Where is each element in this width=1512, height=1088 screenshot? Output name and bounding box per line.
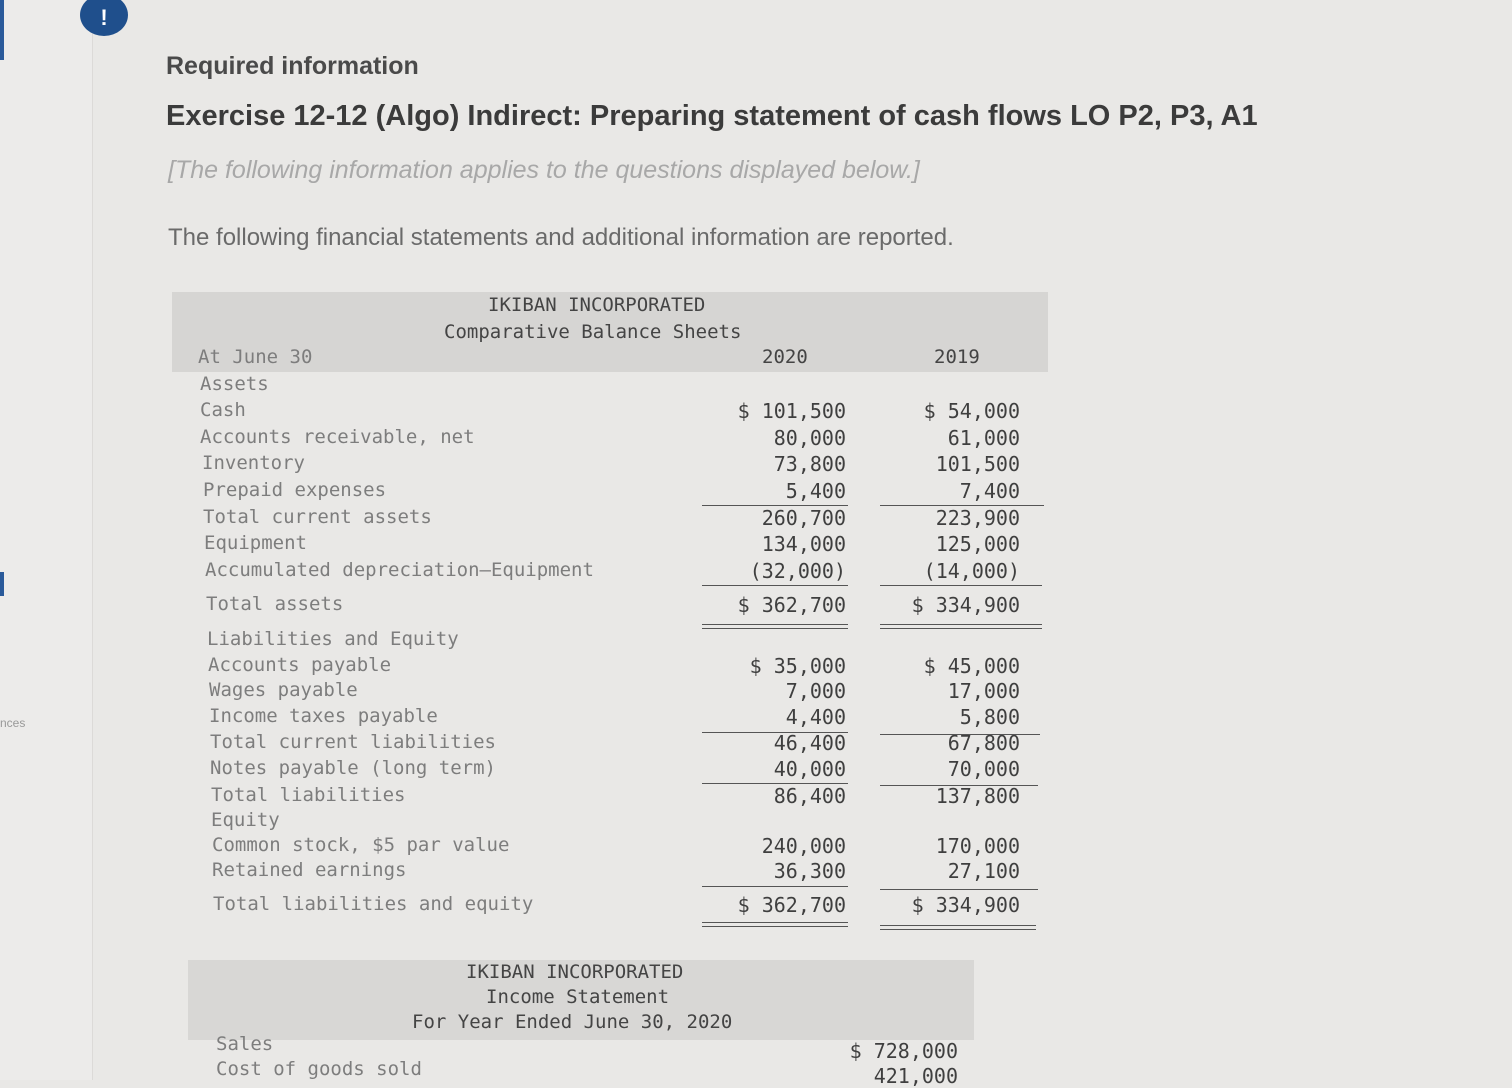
balance-sheet-value-2019: 61,000 — [947, 426, 1020, 450]
balance-sheet-row-label: Total current liabilities — [210, 731, 496, 753]
balance-sheet-value-2020: 86,400 — [773, 784, 846, 808]
applies-note: [The following information applies to the questions displayed below.] — [168, 156, 920, 184]
balance-sheet-value-2020: 40,000 — [773, 757, 846, 781]
balance-sheet-row-label: Accounts payable — [208, 654, 392, 676]
balance-sheet-value-2019: 170,000 — [935, 834, 1020, 858]
rule — [880, 889, 1038, 890]
balance-sheet-row-label: Notes payable (long term) — [210, 757, 496, 779]
balance-sheet-row-label: Retained earnings — [212, 859, 407, 881]
balance-sheet-value-2019: 7,400 — [959, 479, 1020, 503]
column-2019: 2019 — [934, 346, 980, 368]
balance-sheet-row-label: Total liabilities — [211, 784, 406, 806]
balance-sheet-row-label: Total liabilities and equity — [213, 893, 534, 915]
balance-sheet-row-label: Accounts receivable, net — [200, 426, 475, 448]
income-statement-title: Income Statement — [486, 986, 670, 1008]
balance-sheet-value-2020: $ 101,500 — [737, 399, 846, 423]
balance-sheet-value-2020: (32,000) — [749, 559, 846, 583]
balance-sheet-row-label: Cash — [200, 399, 246, 421]
balance-sheet-value-2020: 4,400 — [785, 705, 846, 729]
balance-sheet-date-label: At June 30 — [198, 346, 313, 368]
balance-sheet-value-2019: (14,000) — [923, 559, 1020, 583]
sidebar-label[interactable]: nces — [0, 716, 26, 730]
balance-sheet-row-label: Equipment — [204, 532, 307, 554]
rule — [702, 783, 848, 784]
balance-sheet-row-label: Assets — [200, 373, 269, 395]
balance-sheet-value-2019: 27,100 — [947, 859, 1020, 883]
exercise-title: Exercise 12-12 (Algo) Indirect: Preparing statement of cash flows LO P2, P3, A1 — [166, 100, 1258, 132]
balance-sheet-value-2020: $ 362,700 — [737, 593, 846, 617]
balance-sheet-value-2019: $ 334,900 — [911, 893, 1020, 917]
balance-sheet-value-2020: 46,400 — [773, 731, 846, 755]
balance-sheet-value-2020: 240,000 — [761, 834, 846, 858]
balance-sheet-value-2020: 134,000 — [761, 532, 846, 556]
income-statement-company: IKIBAN INCORPORATED — [466, 961, 684, 983]
balance-sheet-value-2019: 70,000 — [947, 757, 1020, 781]
income-statement-value: 421,000 — [873, 1064, 958, 1088]
double-rule — [702, 624, 848, 629]
balance-sheet-value-2019: 5,800 — [959, 705, 1020, 729]
rule — [702, 505, 848, 506]
balance-sheet-title: Comparative Balance Sheets — [444, 321, 742, 343]
balance-sheet-row-label: Wages payable — [209, 679, 358, 701]
balance-sheet-value-2019: 125,000 — [935, 532, 1020, 556]
balance-sheet-row-label: Total assets — [206, 593, 344, 615]
rule — [880, 505, 1044, 506]
column-2020: 2020 — [762, 346, 808, 368]
rule — [880, 585, 1042, 586]
balance-sheet-value-2020: 7,000 — [785, 679, 846, 703]
balance-sheet-value-2019: 223,900 — [935, 506, 1020, 530]
required-information-heading: Required information — [166, 52, 419, 80]
balance-sheet-value-2020: 73,800 — [773, 452, 846, 476]
balance-sheet-company: IKIBAN INCORPORATED — [488, 294, 706, 316]
balance-sheet-value-2020: 80,000 — [773, 426, 846, 450]
balance-sheet-value-2019: $ 54,000 — [923, 399, 1020, 423]
balance-sheet-value-2020: 5,400 — [785, 479, 846, 503]
balance-sheet-row-label: Prepaid expenses — [203, 479, 387, 501]
double-rule — [880, 925, 1036, 930]
balance-sheet-value-2020: $ 362,700 — [737, 893, 846, 917]
balance-sheet-row-label: Accumulated depreciation–Equipment — [205, 559, 594, 581]
balance-sheet-row-label: Equity — [211, 809, 280, 831]
income-statement-row-label: Sales — [216, 1033, 274, 1055]
balance-sheet-value-2019: 67,800 — [947, 731, 1020, 755]
balance-sheet-value-2019: $ 334,900 — [911, 593, 1020, 617]
income-statement-value: $ 728,000 — [849, 1039, 958, 1063]
alert-icon: ! — [80, 0, 128, 36]
balance-sheet-value-2020: 36,300 — [773, 859, 846, 883]
balance-sheet-value-2020: 260,700 — [761, 506, 846, 530]
sidebar-marker[interactable] — [0, 0, 4, 60]
balance-sheet-value-2020: $ 35,000 — [749, 654, 846, 678]
rule — [880, 785, 1038, 786]
balance-sheet-row-label: Income taxes payable — [209, 705, 438, 727]
income-statement-period: For Year Ended June 30, 2020 — [412, 1011, 733, 1033]
balance-sheet-row-label: Inventory — [202, 452, 305, 474]
intro-text: The following financial statements and additional information are reported. — [168, 224, 954, 251]
balance-sheet-row-label: Common stock, $5 par value — [212, 834, 510, 856]
rule — [880, 734, 1040, 735]
double-rule — [880, 624, 1042, 629]
balance-sheet-value-2019: 137,800 — [935, 784, 1020, 808]
balance-sheet-value-2019: $ 45,000 — [923, 654, 1020, 678]
balance-sheet-row-label: Total current assets — [203, 506, 432, 528]
balance-sheet-row-label: Liabilities and Equity — [207, 628, 459, 650]
sidebar-marker[interactable] — [0, 572, 4, 596]
left-sidebar — [0, 0, 93, 1080]
balance-sheet-value-2019: 17,000 — [947, 679, 1020, 703]
rule — [702, 585, 848, 586]
rule — [702, 886, 848, 887]
income-statement-row-label: Cost of goods sold — [216, 1058, 422, 1080]
double-rule — [702, 922, 848, 927]
balance-sheet-value-2019: 101,500 — [935, 452, 1020, 476]
rule — [702, 732, 848, 733]
